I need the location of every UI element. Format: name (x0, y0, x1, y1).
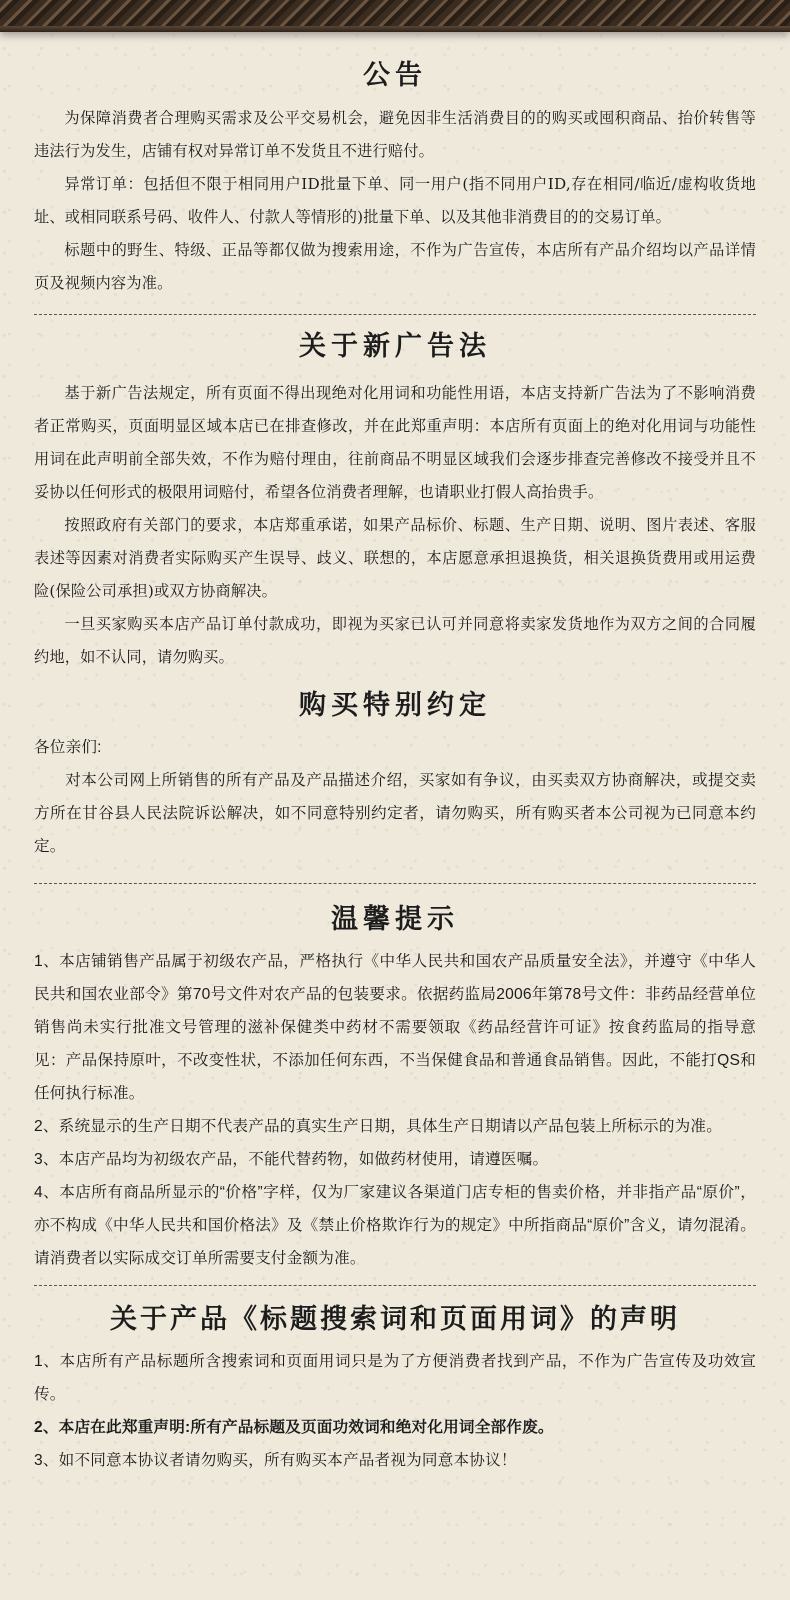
ad-law-paragraph: 一旦买家购买本店产品订单付款成功，即视为买家已认可并同意将卖家发货地作为双方之间的合同履约地，如不认同，请勿购买。 (34, 615, 756, 666)
notice-section (0, 32, 790, 300)
special-agreement-paragraph: 对本公司网上所销售的所有产品及产品描述介绍，买家如有争议，由买卖双方协商解决，或提交卖方所在甘谷县人民法院诉讼解决，如不同意特别约定者，请勿购买，所有购买者本公司视为已同意本约定。 (34, 772, 756, 855)
declaration-item: 3、如不同意本协议者请勿购买，所有购买本产品者视为同意本协议！ (34, 1452, 517, 1469)
section-title: 购买特别约定 (299, 690, 491, 721)
special-agreement-section (0, 674, 790, 863)
greeting: 各位亲们: (34, 739, 102, 756)
notice-paragraph: 异常订单：包括但不限于相同用户ID批量下单、同一用户(指不同用户ID,存在相同/临近/虚构收货地址、或相同联系号码、收件人、付款人等情形的)批量下单、以及其他非消费目的的交易订单。 (34, 175, 756, 226)
section-title: 公告 (363, 60, 427, 91)
section-title: 温馨提示 (331, 904, 459, 935)
decorative-top-border (0, 0, 790, 32)
tip-item: 4、本店所有商品所显示的“价格”字样，仅为厂家建议各渠道门店专柜的售卖价格，并非指产品“原价”，亦不构成《中华人民共和国价格法》及《禁止价格欺诈行为的规定》中所指商品“原价”含义，请勿混淆。请消费者以实际成交订单所需要支付金额为准。 (34, 1184, 756, 1267)
notice-paragraph: 标题中的野生、特级、正品等都仅做为搜索用途，不作为广告宣传，本店所有产品介绍均以产品详情页及视频内容为准。 (34, 241, 756, 292)
section-title: 关于新广告法 (299, 331, 491, 362)
tip-item: 1、本店铺销售产品属于初级农产品，严格执行《中华人民共和国农产品质量安全法》，并遵守《中华人民共和国农业部令》第70号文件对农产品的包装要求。依据药监局2006年第78号文件：非药品经营单位销售尚未实行批准文号管理的滋补保健类中药材不需要领取《药品经营许可证》按食药监局的指导意见：产品保持原叶，不改变性状，不添加任何东西，不当保健食品和普通食品销售。因此，不能打QS和任何执行标准。 (34, 953, 756, 1102)
notice-document (0, 32, 790, 1477)
declaration-item: 2、本店在此郑重声明:所有产品标题及页面功效词和绝对化用词全部作废。 (34, 1419, 554, 1436)
ad-law-section (0, 315, 790, 674)
tip-item: 2、系统显示的生产日期不代表产品的真实生产日期，具体生产日期请以产品包装上所标示的为准。 (34, 1118, 723, 1135)
tip-item: 3、本店产品均为初级农产品，不能代替药物，如做药材使用，请遵医嘱。 (34, 1151, 549, 1168)
declaration-item: 1、本店所有产品标题所含搜索词和页面用词只是为了方便消费者找到产品，不作为广告宣传及功效宣传。 (34, 1353, 756, 1403)
declaration-section (0, 1286, 790, 1477)
ad-law-paragraph: 按照政府有关部门的要求，本店郑重承诺，如果产品标价、标题、生产日期、说明、图片表述、客服表述等因素对消费者实际购买产生误导、歧义、联想的，本店愿意承担退换货，相关退换货费用或用运费险(保险公司承担)或双方协商解决。 (34, 516, 756, 600)
tips-section (0, 884, 790, 1275)
section-title: 关于产品《标题搜索词和页面用词》的声明 (110, 1304, 680, 1335)
ad-law-paragraph: 基于新广告法规定，所有页面不得出现绝对化用词和功能性用语，本店支持新广告法为了不影响消费者正常购买，页面明显区域本店已在排查修改，并在此郑重声明：本店所有页面上的绝对化用词与功能性用词在此声明前全部失效，不作为赔付理由，往前商品不明显区域我们会逐步排查完善修改不接受并且不妥协以任何形式的极限用词赔付，希望各位消费者理解，也请职业打假人高抬贵手。 (34, 384, 756, 501)
notice-paragraph: 为保障消费者合理购买需求及公平交易机会，避免因非生活消费目的的购买或囤积商品、抬价转售等违法行为发生，店铺有权对异常订单不发货且不进行赔付。 (34, 109, 756, 160)
